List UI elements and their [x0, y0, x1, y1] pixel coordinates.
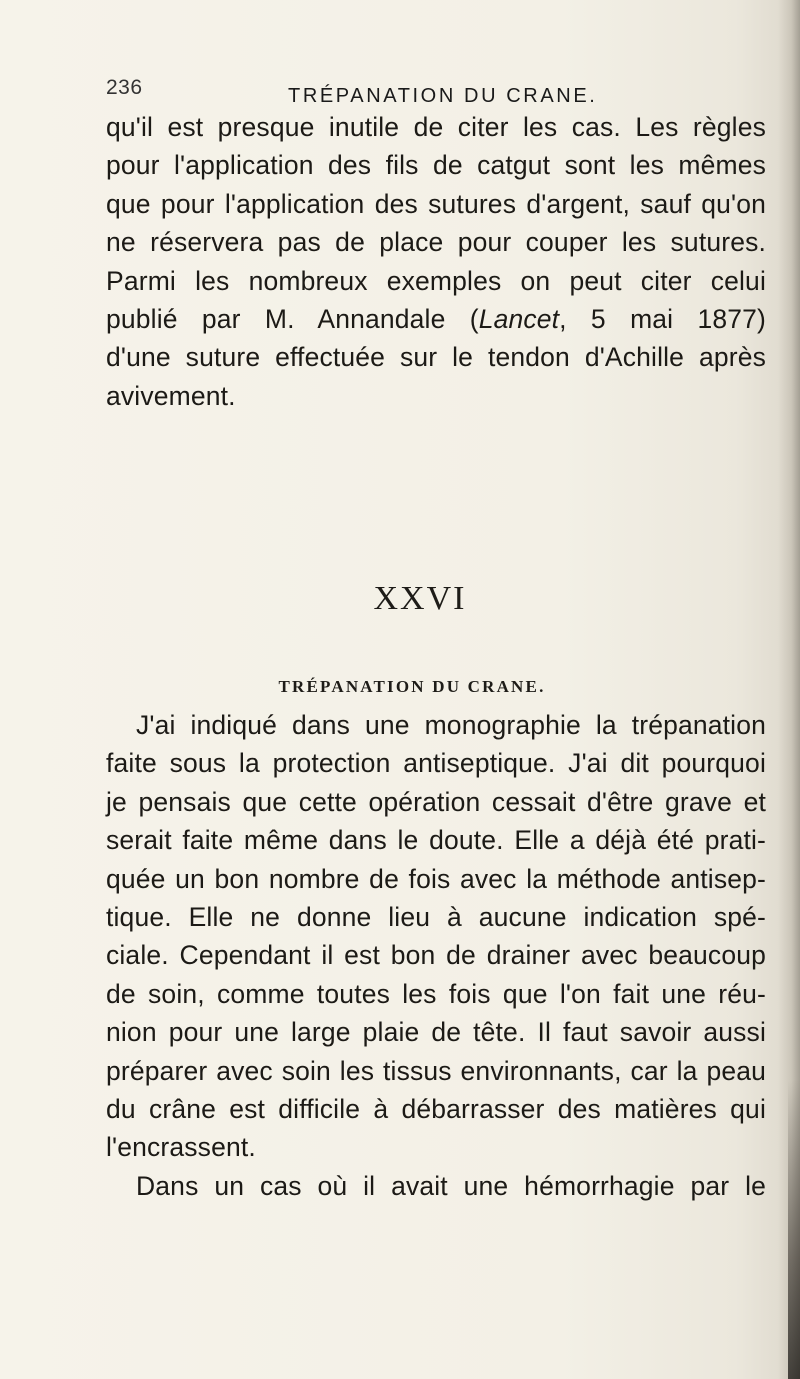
text-line: avivement. [106, 380, 236, 411]
text-line: tique. Elle ne donne lieu à aucune indication spé- [106, 901, 766, 932]
page-header [106, 76, 760, 110]
text-line: l'encrassent. [106, 1132, 256, 1163]
text-line: qu'il est presque inutile de citer les cas. Les règles [106, 112, 766, 142]
section-title: TRÉPANATION DU CRANE. [278, 677, 546, 696]
text-line: de soin, comme toutes les fois que l'on fait une réu- [106, 978, 766, 1009]
text-line: du crâne est difficile à débarrasser des matières qui [106, 1093, 766, 1124]
text-line: serait faite même dans le doute. Elle a déjà été prati- [106, 825, 766, 856]
text-line: quée un bon nombre de fois avec la méthode antisep- [106, 863, 766, 894]
text-line: Dans un cas où il avait une hémorrhagie par le [136, 1170, 766, 1201]
text-line: faite sous la protection antiseptique. J'ai dit pourquoi [106, 748, 766, 779]
page-number: 236 [106, 76, 143, 99]
text-line: préparer avec soin les tissus environnants, car la peau [106, 1055, 766, 1086]
text-line: d'une suture effectuée sur le tendon d'Achille après [106, 342, 766, 373]
text-line: ne réservera pas de place pour couper les sutures. [106, 227, 766, 258]
text-line: ciale. Cependant il est bon de drainer avec beaucoup [106, 940, 766, 971]
section-number: XXVI [373, 580, 467, 617]
text-line: pour l'application des fils de catgut sont les mêmes [106, 150, 766, 181]
text-line: nion pour une large plaie de tête. Il faut savoir aussi [106, 1017, 766, 1048]
text-line: je pensais que cette opération cessait d'être grave et [106, 786, 766, 817]
paragraph-continued [106, 108, 766, 415]
page-edge-shadow [788, 1080, 800, 1379]
paragraph-main [106, 706, 766, 1205]
text-line-citation: publié par M. Annandale (Lancet, 5 mai 1877) [106, 303, 766, 334]
running-title: TRÉPANATION DU CRANE. [288, 85, 598, 107]
journal-name: Lancet [478, 303, 560, 334]
text-line: que pour l'application des sutures d'argent, sauf qu'on [106, 188, 766, 219]
text-line: J'ai indiqué dans une monographie la trépanation [136, 710, 766, 740]
text-line: Parmi les nombreux exemples on peut citer celui [106, 265, 766, 296]
